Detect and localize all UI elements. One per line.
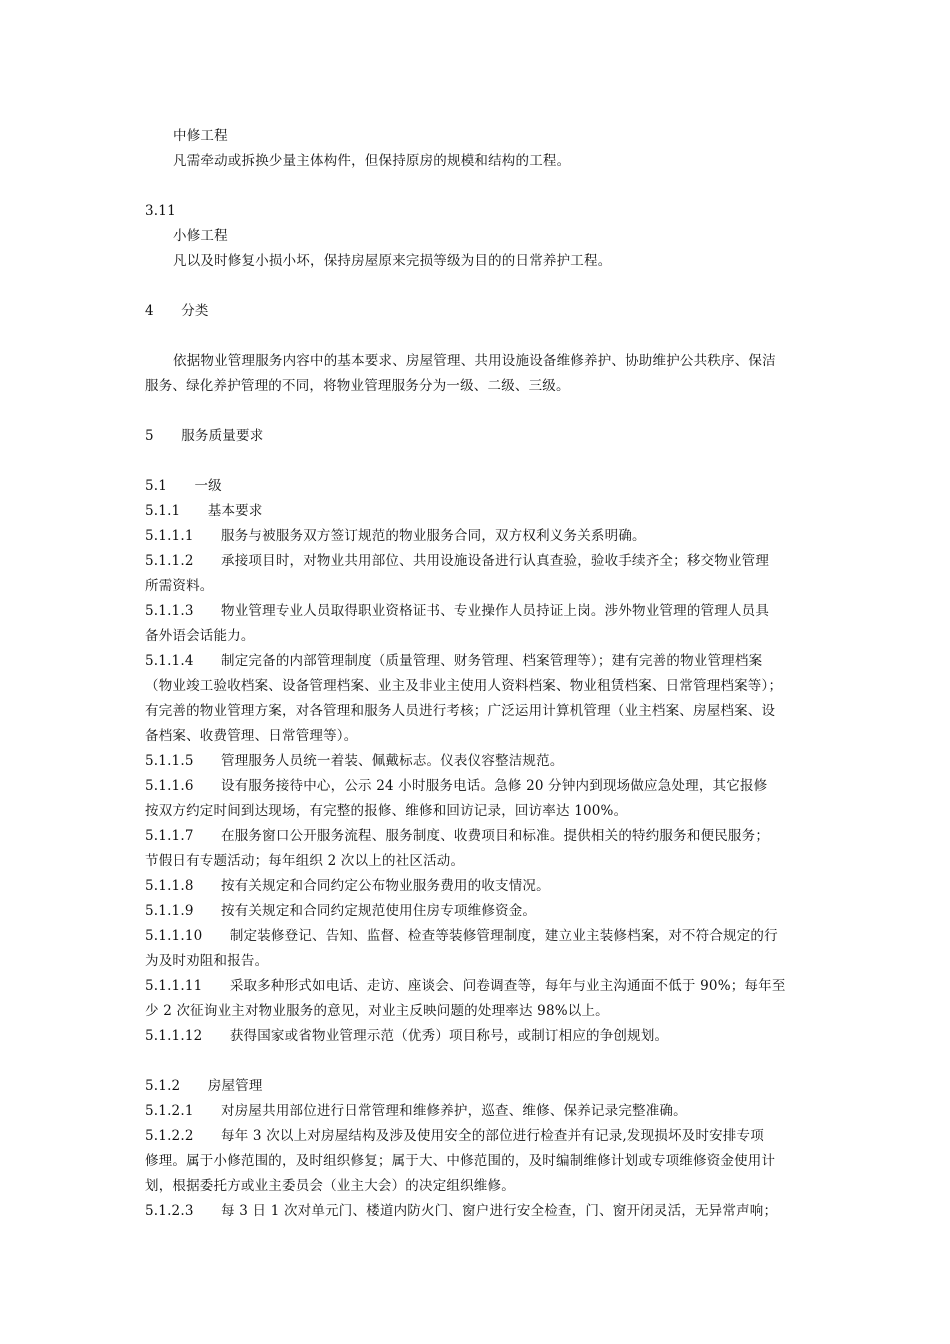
section-heading-4: 4 分类 <box>145 303 209 319</box>
clause-5-1-1-9: 5.1.1.9 按有关规定和合同约定规范使用住房专项维修资金。 <box>145 903 537 919</box>
subsection-heading-5-1-2: 5.1.2 房屋管理 <box>145 1078 263 1094</box>
clause-number-3-11: 3.11 <box>145 203 176 219</box>
clause-5-1-1-3-line1: 5.1.1.3 物业管理专业人员取得职业资格证书、专业操作人员持证上岗。涉外物业管理的管理人员具 <box>145 603 770 619</box>
paragraph-classification-line2: 服务、绿化养护管理的不同，将物业管理服务分为一级、二级、三级。 <box>145 378 570 394</box>
clause-5-1-2-2-line1: 5.1.2.2 每年 3 次以上对房屋结构及涉及使用安全的部位进行检查并有记录,发现损坏及时安排专项 <box>145 1128 764 1144</box>
paragraph-minor-repair-def: 凡以及时修复小损小坏，保持房屋原来完损等级为目的的日常养护工程。 <box>173 253 612 269</box>
clause-5-1-1-12: 5.1.1.12 获得国家或省物业管理示范（优秀）项目称号，或制订相应的争创规划。 <box>145 1028 669 1044</box>
clause-5-1-2-3-line1: 5.1.2.3 每 3 日 1 次对单元门、楼道内防火门、窗户进行安全检查，门、窗开闭灵活，无异常声响； <box>145 1203 778 1219</box>
clause-5-1-1-4-line3: 有完善的物业管理方案，对各管理和服务人员进行考核；广泛运用计算机管理（业主档案、房屋档案、设 <box>145 703 776 719</box>
clause-5-1-1-10-line2: 为及时劝阻和报告。 <box>145 953 269 969</box>
clause-5-1-1-10-line1: 5.1.1.10 制定装修登记、告知、监督、检查等装修管理制度，建立业主装修档案，对不符合规定的行 <box>145 928 778 944</box>
clause-5-1-1-5: 5.1.1.5 管理服务人员统一着装、佩戴标志。仪表仪容整洁规范。 <box>145 753 564 769</box>
clause-5-1-1-1: 5.1.1.1 服务与被服务双方签订规范的物业服务合同，双方权利义务关系明确。 <box>145 528 646 544</box>
clause-5-1-1-6-line2: 按双方约定时间到达现场，有完整的报修、维修和回访记录，回访率达 100%。 <box>145 803 628 819</box>
subsection-heading-5-1: 5.1 一级 <box>145 478 222 494</box>
clause-5-1-1-4-line4: 备档案、收费管理、日常管理等）。 <box>145 728 358 744</box>
subsection-heading-5-1-1: 5.1.1 基本要求 <box>145 503 263 519</box>
clause-5-1-1-2-line1: 5.1.1.2 承接项目时，对物业共用部位、共用设施设备进行认真查验，验收手续齐全；移交物业管理 <box>145 553 770 569</box>
heading-minor-repair: 小修工程 <box>173 228 228 244</box>
clause-5-1-1-7-line2: 节假日有专题活动；每年组织 2 次以上的社区活动。 <box>145 853 465 869</box>
clause-5-1-1-4-line1: 5.1.1.4 制定完备的内部管理制度（质量管理、财务管理、档案管理等）；建有完善的物业管理档案 <box>145 653 763 669</box>
clause-5-1-1-6-line1: 5.1.1.6 设有服务接待中心，公示 24 小时服务电话。急修 20 分钟内到现场做应急处理，其它报修 <box>145 778 768 794</box>
clause-5-1-1-7-line1: 5.1.1.7 在服务窗口公开服务流程、服务制度、收费项目和标准。提供相关的特约服务和便民服务； <box>145 828 770 844</box>
clause-5-1-2-2-line2: 修理。属于小修范围的，及时组织修复；属于大、中修范围的，及时编制维修计划或专项维修资金使用计 <box>145 1153 776 1169</box>
clause-5-1-1-11-line2: 少 2 次征询业主对物业服务的意见，对业主反映问题的处理率达 98%以上。 <box>145 1003 609 1019</box>
clause-5-1-1-2-line2: 所需资料。 <box>145 578 214 594</box>
clause-5-1-1-8: 5.1.1.8 按有关规定和合同约定公布物业服务费用的收支情况。 <box>145 878 550 894</box>
clause-5-1-1-11-line1: 5.1.1.11 采取多种形式如电话、走访、座谈会、问卷调查等，每年与业主沟通面不低于 90%；每年至 <box>145 978 786 994</box>
paragraph-medium-repair-def: 凡需牵动或拆换少量主体构件，但保持原房的规模和结构的工程。 <box>173 153 571 169</box>
paragraph-classification-line1: 依据物业管理服务内容中的基本要求、房屋管理、共用设施设备维修养护、协助维护公共秩序、保洁 <box>173 353 776 369</box>
clause-5-1-1-3-line2: 备外语会话能力。 <box>145 628 255 644</box>
clause-5-1-2-2-line3: 划，根据委托方或业主委员会（业主大会）的决定组织维修。 <box>145 1178 515 1194</box>
clause-5-1-1-4-line2: （物业竣工验收档案、设备管理档案、业主及非业主使用人资料档案、物业租赁档案、日常管理档案等）； <box>145 678 783 694</box>
clause-5-1-2-1: 5.1.2.1 对房屋共用部位进行日常管理和维修养护，巡查、维修、保养记录完整准确。 <box>145 1103 687 1119</box>
heading-medium-repair: 中修工程 <box>173 128 228 144</box>
section-heading-5: 5 服务质量要求 <box>145 428 264 444</box>
